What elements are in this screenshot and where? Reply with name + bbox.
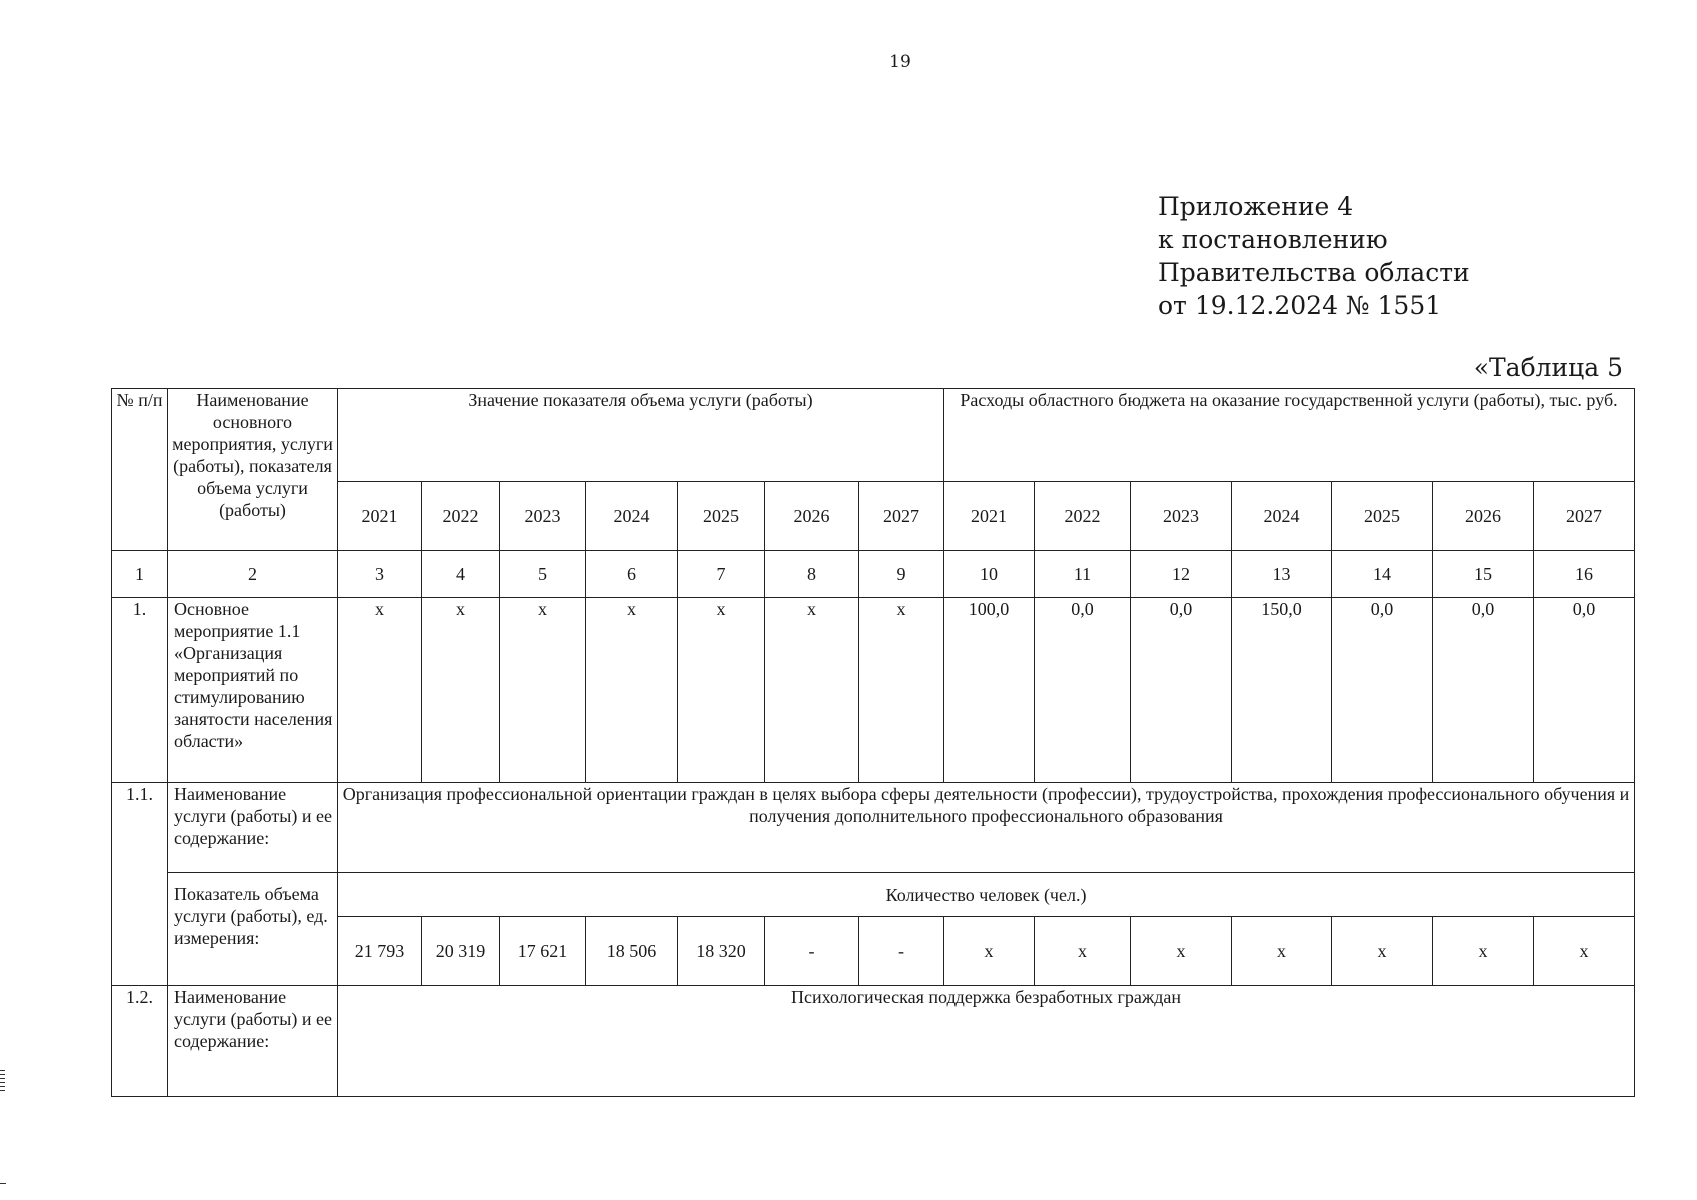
volume-cell: 21 793 [338, 917, 422, 986]
year-cell: 2023 [500, 482, 586, 551]
appendix-line-4: от 19.12.2024 № 1551 [1158, 291, 1442, 320]
year-cell: 2021 [944, 482, 1035, 551]
margin-scan-marks [0, 1070, 5, 1094]
year-cell: 2026 [1433, 482, 1534, 551]
expense-cell: х [1433, 917, 1534, 986]
header-expense-group: Расходы областного бюджета на оказание государственной услуги (работы), тыс. руб. [944, 389, 1635, 482]
expense-cell: х [1232, 917, 1332, 986]
header-num: № п/п [112, 389, 168, 551]
service-text: Психологическая поддержка безработных граждан [338, 986, 1635, 1097]
row-num: 1.1. [112, 783, 168, 986]
expense-cell: 100,0 [944, 598, 1035, 783]
year-cell: 2022 [422, 482, 500, 551]
volume-cell: 20 319 [422, 917, 500, 986]
table-row-activity-1 [112, 598, 1635, 783]
volume-cell: 18 320 [678, 917, 765, 986]
table-row-service-1-1 [112, 783, 1635, 873]
year-cell: 2027 [859, 482, 944, 551]
table-row-service-1-2 [112, 986, 1635, 1097]
volume-cell: х [765, 598, 859, 783]
expense-cell: 0,0 [1433, 598, 1534, 783]
header-row-column-numbers [112, 551, 1635, 598]
year-cell: 2025 [1332, 482, 1433, 551]
column-number: 8 [765, 551, 859, 598]
column-number: 14 [1332, 551, 1433, 598]
expense-cell: 0,0 [1035, 598, 1131, 783]
appendix-line-3: Правительства области [1158, 258, 1470, 287]
expense-cell: х [1035, 917, 1131, 986]
service-label: Наименование услуги (работы) и ее содержание: [168, 986, 338, 1097]
expense-cell: 150,0 [1232, 598, 1332, 783]
header-name: Наименование основного мероприятия, услуги (работы), показателя объема услуги (работы) [168, 389, 338, 551]
volume-cell: х [422, 598, 500, 783]
volume-cell: х [586, 598, 678, 783]
column-number: 2 [168, 551, 338, 598]
page-number: 19 [889, 52, 911, 72]
volume-cell: х [859, 598, 944, 783]
volume-cell: 17 621 [500, 917, 586, 986]
header-row-groups [112, 389, 1635, 482]
table-title: «Таблица 5 [1473, 353, 1623, 382]
unit-text: Количество человек (чел.) [338, 873, 1635, 917]
year-cell: 2025 [678, 482, 765, 551]
column-number: 15 [1433, 551, 1534, 598]
year-cell: 2023 [1131, 482, 1232, 551]
appendix-line-2: к постановлению [1158, 225, 1388, 254]
volume-cell: х [500, 598, 586, 783]
appendix-block [1158, 190, 1470, 322]
table-row-unit-1-1 [112, 873, 1635, 917]
expense-cell: 0,0 [1332, 598, 1433, 783]
volume-cell: - [859, 917, 944, 986]
year-cell: 2024 [586, 482, 678, 551]
expense-cell: х [1534, 917, 1635, 986]
margin-dash [0, 1183, 6, 1184]
row-name: Основное мероприятие 1.1 «Организация мероприятий по стимулированию занятости населения области» [168, 598, 338, 783]
expense-cell: х [944, 917, 1035, 986]
indicator-label: Показатель объема услуги (работы), ед. измерения: [168, 873, 338, 986]
year-cell: 2024 [1232, 482, 1332, 551]
expense-cell: 0,0 [1534, 598, 1635, 783]
column-number: 4 [422, 551, 500, 598]
service-text: Организация профессиональной ориентации граждан в целях выбора сферы деятельности (профессии), трудоустройства, прохождения профессионального обучения и получения дополнительного профессионального образования [338, 783, 1635, 873]
row-num: 1.2. [112, 986, 168, 1097]
column-number: 10 [944, 551, 1035, 598]
year-cell: 2026 [765, 482, 859, 551]
column-number: 11 [1035, 551, 1131, 598]
volume-cell: - [765, 917, 859, 986]
row-num: 1. [112, 598, 168, 783]
appendix-line-1: Приложение 4 [1158, 192, 1354, 221]
volume-cell: 18 506 [586, 917, 678, 986]
expense-cell: х [1332, 917, 1433, 986]
header-row-years [112, 482, 1635, 551]
service-label: Наименование услуги (работы) и ее содержание: [168, 783, 338, 873]
column-number: 13 [1232, 551, 1332, 598]
expense-cell: 0,0 [1131, 598, 1232, 783]
column-number: 5 [500, 551, 586, 598]
column-number: 3 [338, 551, 422, 598]
column-number: 9 [859, 551, 944, 598]
column-number: 16 [1534, 551, 1635, 598]
header-volume-group: Значение показателя объема услуги (работы) [338, 389, 944, 482]
volume-cell: х [678, 598, 765, 783]
year-cell: 2021 [338, 482, 422, 551]
budget-table [111, 388, 1635, 1097]
expense-cell: х [1131, 917, 1232, 986]
column-number: 6 [586, 551, 678, 598]
year-cell: 2027 [1534, 482, 1635, 551]
column-number: 7 [678, 551, 765, 598]
column-number: 1 [112, 551, 168, 598]
volume-cell: х [338, 598, 422, 783]
year-cell: 2022 [1035, 482, 1131, 551]
column-number: 12 [1131, 551, 1232, 598]
table-row-values-1-1 [112, 917, 1635, 986]
